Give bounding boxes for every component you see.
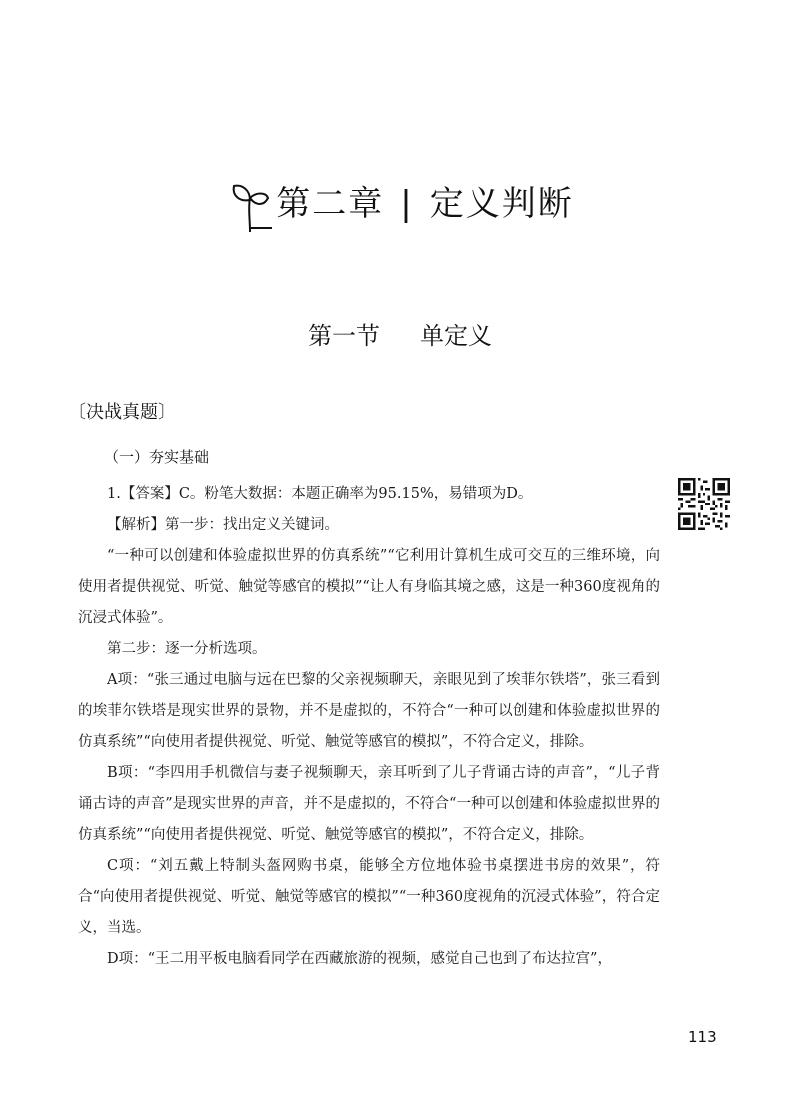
- option-d-analysis: D项：“王二用平板电脑看同学在西藏旅游的视频，感觉自己也到了布达拉宫”，: [107, 951, 612, 967]
- section-heading: [0, 316, 800, 351]
- qr-code-icon: [678, 478, 730, 530]
- sprout-icon: [226, 178, 274, 234]
- exam-label: 〔决战真题〕: [68, 402, 176, 423]
- chapter-heading: [0, 176, 800, 234]
- analysis-step-2: 第二步：逐一分析选项。: [107, 641, 267, 657]
- chapter-number: 第二章: [276, 184, 385, 224]
- chapter-title: 定义判断: [429, 184, 574, 224]
- option-b-analysis: B项：“李四用手机微信与妻子视频聊天，亲耳听到了儿子背诵古诗的声音”，“儿子背诵古诗的声音”是现实世界的声音，并不是虚拟的，不符合“一种可以创建和体验虚拟世界的仿真系统”“向使用者提供视觉、听觉、触觉等感官的模拟”，不符合定义，排除。: [78, 765, 660, 843]
- analysis-step-1: 【解析】第一步：找出定义关键词。: [107, 517, 339, 533]
- section-number: 第一节: [308, 322, 380, 350]
- section-title: 单定义: [420, 322, 492, 350]
- chapter-separator: |: [400, 184, 414, 224]
- definition-keywords: “一种可以创建和体验虚拟世界的仿真系统”“它利用计算机生成可交互的三维环境，向使用者提供视觉、听觉、触觉等感官的模拟”“让人有身临其境之感，这是一种360度视角的沉浸式体验”。: [78, 548, 660, 626]
- option-a-analysis: A项：“张三通过电脑与远在巴黎的父亲视频聊天，亲眼见到了埃菲尔铁塔”，张三看到的埃菲尔铁塔是现实世界的景物，并不是虚拟的，不符合“一种可以创建和体验虚拟世界的仿真系统”“向使用者提供视觉、听觉、触觉等感官的模拟”，不符合定义，排除。: [78, 672, 660, 750]
- subsection-heading: （一）夯实基础: [104, 448, 210, 466]
- answer-line: 1.【答案】C。粉笔大数据：本题正确率为95.15%，易错项为D。: [107, 486, 533, 502]
- answer-explanation: [78, 479, 660, 975]
- option-c-analysis: C项：“刘五戴上特制头盔网购书桌，能够全方位地体验书桌摆进书房的效果”，符合“向使用者提供视觉、听觉、触觉等感官的模拟”“一种360度视角的沉浸式体验”，符合定义，当选。: [78, 858, 660, 936]
- page-number: 113: [688, 1028, 717, 1046]
